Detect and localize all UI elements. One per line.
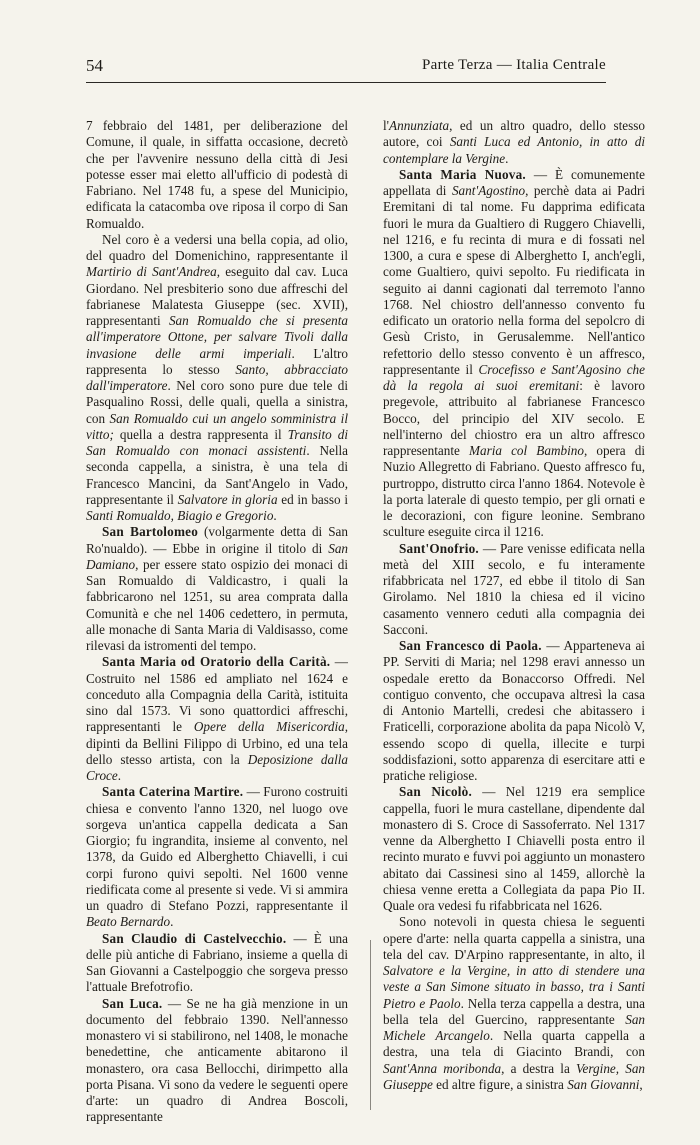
entry-santa-maria-nuova: Santa Maria Nuova. — È comunemente appellata di Sant'Agostino, perchè data ai Padri Eremitani di tal nome. Fu dapprima edificata fuori le mura da Gualtiero di Ruggero Chiavelli, nel 1216, e fu recinta di mura e di fossati nel 1300, a cura e spese di Alberghetto I, anch'egli, come Gualtiero, quivi sepolto. Fu riedificata in seguito ai danni cagionati dal terremoto l'anno 1768. Nel chiostro dell'annesso convento fu edificato un oratorio nella forma del sepolcro di Gesù Cristo, in Gerusalemme. Nell'antico refettorio dello stesso convento è un affresco, rappresentante il Crocefisso e Sant'Agosino che dà la regola ai suoi eremitani: è lavoro pregevole, attribuito al fabrianese Francesco Bocco, del principio del XIV secolo. E nell'interno del chiostro era un altro affresco rappresentante Maria col Bambino, opera di Nuzio Allegretto di Fabriano. Questo affresco fu, purtroppo, distrutto circa l'anno 1864. Notevole è la porta laterale di questo tempio, per gli ornati e le decorazioni, con figure leonine. Sembrano sculture eseguite circa il 1216. [383, 166, 646, 540]
paragraph-jesi: 7 febbraio del 1481, per deliberazione del Comune, il quale, in siffatta occasione, decretò che per l'avvenire nessuno della città di Jesi potesse esser mai eletto all'ufficio di podestà di Fabriano. Nel 1748 fu, a spese del Municipio, edificata la catacomba ove riposa il corpo di San Romualdo. [86, 118, 348, 231]
column-divider [370, 940, 371, 1110]
paragraph-annunziata: l'Annunziata, ed un altro quadro, dello stesso autore, coi Santi Luca ed Antonio, in atto di contemplare la Vergine. [383, 118, 646, 166]
entry-heading: San Luca. [102, 995, 163, 1011]
entry-heading: Santa Maria Nuova. [399, 166, 526, 182]
entry-santa-maria-carita: Santa Maria od Oratorio della Carità. — Costruito nel 1586 ed ampliato nel 1624 e conceduto alla Compagnia della Carità, istituita sino dal 1573. Vi sono quattordici affreschi, rappresentanti le Opere della Misericordia, dipinti da Bellini Filippo di Urbino, ed una tela dello stesso artista, con la Deposizione dalla Croce. [86, 654, 348, 783]
entry-heading: San Bartolomeo [102, 524, 198, 540]
entry-sant-onofrio: Sant'Onofrio. — Pare venisse edificata nella metà del XIII secolo, e fu interamente rifabbricata nel 1727, ed ebbe il titolo di San Girolamo. Nel 1810 la chiesa ed il vicino casamento vennero ceduti alla compagnia dei Sacconi. [383, 540, 645, 637]
entry-heading: San Claudio di Castelvecchio. [102, 930, 287, 946]
paragraph-coro: Nel coro è a vedersi una bella copia, ad olio, del quadro del Domenichino, rappresentante il Martirio di Sant'Andrea, eseguito dal cav. Luca Giordano. Nel presbiterio sono due affreschi del fabrianese Malatesta Giuseppe (sec. XVII), rappresentanti San Romualdo che si presenta all'imperatore Ottone, per salvare Tivoli dalla invasione delle armi imperiali. L'altro rappresenta lo stesso Santo, abbracciato dall'imperatore. Nel coro sono pure due tele di Pasqualino Rossi, delle quali, quella a sinistra, con San Romualdo cui un angelo somministra il vitto; quella a destra rappresenta il Transito di San Romualdo con monaci assistenti. Nella seconda cappella, a sinistra, è una tela di Francesco Mancini, da Sant'Angelo in Vado, rappresentante il Salvatore in gloria ed in basso i Santi Romualdo, Biagio e Gregorio. [86, 231, 349, 523]
entry-san-francesco-paola: San Francesco di Paola. — Apparteneva ai PP. Serviti di Maria; nel 1298 eravi annesso un ospedale eretto da Bonaccorso Offredi. Nel contiguo convento, che occupava altresì la casa di Antonio Martelli, credesi che abitassero i Fraticelli, corporazione abolita da papa Nicolò V, essendo scopo di quella, illecite e turpi soddisfazioni, sotto apparenza di esercitare atti e pratiche religiose. [383, 638, 645, 783]
entry-san-nicolo: San Nicolò. — Nel 1219 era semplice cappella, fuori le mura castellane, dipendente dal monastero di S. Croce di Sassoferrato. Nel 1317 venne da Alberghetto I Chiavelli posta entro il recinto murato e fuvvi poi aggiunto un monastero abitato dai Cassinesi sino al 1459, allorchè la chiesa venne eretta a Collegiata da papa Pio II. Quale ora vedesi fu rifabbricata nel 1626. [383, 784, 645, 913]
page-header [86, 56, 606, 83]
entry-heading: San Francesco di Paola. [399, 638, 542, 653]
entry-san-bartolomeo: San Bartolomeo (volgarmente detta di San Ro'nualdo). — Ebbe in origine il titolo di San Damiano, per essere stato ospizio dei monaci di San Romualdo di Valdicastro, i quali la fabbricarono nel 1251, su area comprata dalla Comunità e che nel 1406 cedettero, in permuta, alle monache di Santa Maria di Valdisasso, come rilevasi da istromenti del tempo. [86, 524, 348, 653]
entry-san-luca: San Luca. — Se ne ha già menzione in un documento del febbraio 1390. Nell'annesso monastero vi si stabilirono, nel 1408, le monache benedettine, che anticamente abitarono il monastero, ora casa Bellocchi, dirimpetto alla porta Pisana. Vi sono da vedere le seguenti opere d'arte: un quadro di Andrea Boscoli, rappresentante [86, 995, 349, 1125]
left-column [86, 118, 348, 1126]
paragraph-opere-arte: Sono notevoli in questa chiesa le seguenti opere d'arte: nella quarta cappella a sinistra, una tela del cav. D'Arpino rappresentante, in alto, il Salvatore e la Vergine, in atto di stendere una veste a San Simone situato in basso, tra i Santi Pietro e Paolo. Nella terza cappella a destra, una bella tela del Guercino, rappresentante San Michele Arcangelo. Nella quarta cappella a destra, una tela di Giacinto Brandi, con Sant'Anna moribonda, a destra la Vergine, San Giuseppe ed altre figure, a sinistra San Giovanni, [383, 914, 646, 1092]
running-head: Parte Terza — Italia Centrale [422, 57, 606, 73]
entry-heading: Sant'Onofrio. [399, 540, 479, 556]
page-number: 54 [86, 56, 103, 75]
entry-santa-caterina: Santa Caterina Martire. — Furono costruiti chiesa e convento l'anno 1320, nel luogo ove sorgeva un'antica cappella dedicata a San Giorgio; fu ingrandita, insieme al convento, nel 1378, da Guido ed Alberghetto Chiavelli, i cui corpi furono quivi sepolti. Nel 1600 venne riedificata come al presente si vede. Vi si ammira un quadro di Stefano Pozzi, rappresentante il Beato Bernardo. [86, 784, 348, 930]
entry-heading: Santa Maria od Oratorio della Carità. [102, 654, 331, 670]
right-column [383, 118, 645, 1093]
entry-heading: San Nicolò. [399, 784, 472, 800]
entry-heading: Santa Caterina Martire. [102, 784, 244, 800]
entry-san-claudio: San Claudio di Castelvecchio. — È una delle più antiche di Fabriano, insieme a quella di San Giovanni a Castelpoggio che sorgeva presso l'attuale Brefotrofio. [86, 930, 348, 995]
